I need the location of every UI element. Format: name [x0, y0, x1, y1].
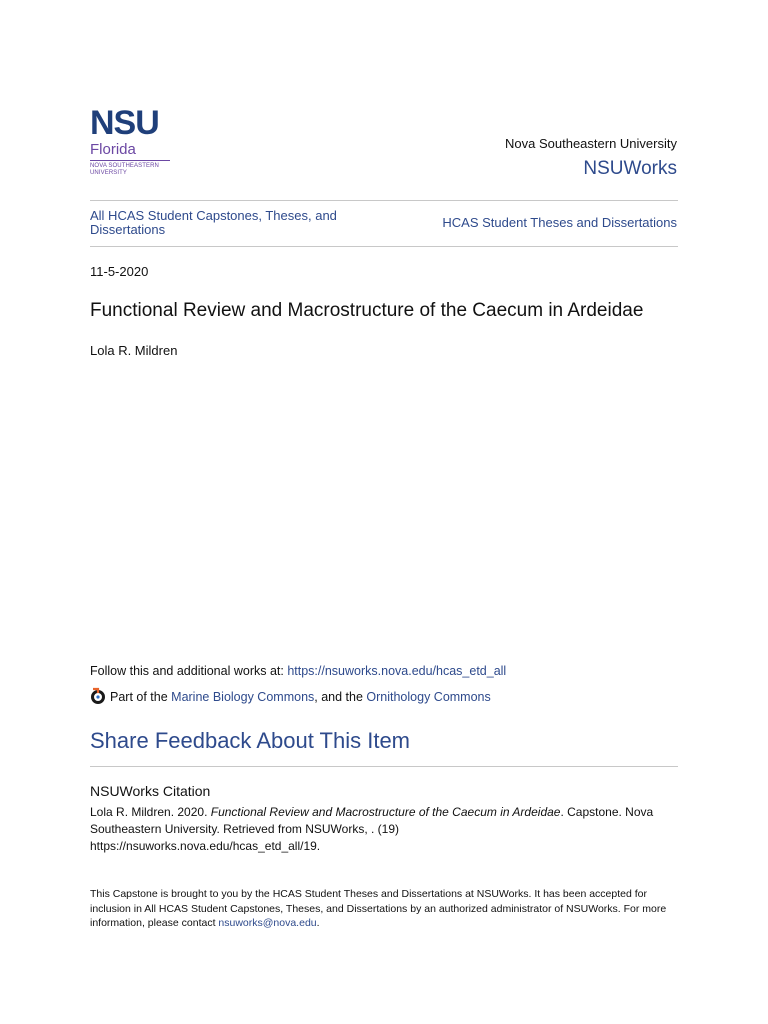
collection-link-hcas-theses[interactable]: HCAS Student Theses and Dissertations: [442, 215, 677, 230]
part-of-prefix: Part of the: [110, 690, 172, 704]
document-title: Functional Review and Macrostructure of the Caecum in Ardeidae: [90, 300, 644, 321]
logo-subtitle-line2: UNIVERSITY: [90, 169, 128, 176]
logo-subtitle-line1: NOVA SOUTHEASTERN: [90, 163, 159, 169]
collection-link-all-hcas[interactable]: All HCAS Student Capstones, Theses, and Dissertations: [90, 208, 337, 237]
part-of-middle: , and the: [314, 690, 367, 704]
footer-end: .: [316, 917, 320, 929]
follow-url-link[interactable]: https://nsuworks.nova.edu/hcas_etd_all: [287, 664, 507, 678]
document-author: Lola R. Mildren: [90, 343, 178, 358]
divider-top: [90, 200, 678, 201]
nsuworks-link[interactable]: NSUWorks: [583, 158, 677, 179]
part-of-line: [90, 687, 491, 707]
citation-body: [90, 804, 680, 855]
university-name: Nova Southeastern University: [505, 136, 677, 151]
citation-heading: NSUWorks Citation: [90, 783, 211, 799]
publication-date: 11-5-2020: [90, 264, 149, 279]
divider-feedback: [90, 766, 678, 767]
citation-title: Functional Review and Macrostructure of the Caecum in Ardeidae: [210, 805, 561, 819]
nsu-florida-logo: [90, 104, 172, 176]
citation-prefix: Lola R. Mildren. 2020.: [90, 805, 211, 819]
logo-divider: [90, 160, 170, 161]
footer-notice: [90, 887, 680, 931]
logo-florida-text: Florida: [90, 141, 136, 158]
divider-collections: [90, 246, 678, 247]
footer-text: This Capstone is brought to you by the HCAS Student Theses and Dissertations at NSUWorks. It has been accepted for inclusion in All HCAS Student Capstones, Theses, and Dissertations by an authorized administrator of NSUWorks. For more information, please contact: [90, 888, 667, 929]
open-access-icon: [90, 687, 110, 707]
marine-biology-commons-link[interactable]: Marine Biology Commons: [171, 690, 315, 704]
logo-nsu-text: NSU: [90, 104, 159, 142]
share-feedback-link[interactable]: Share Feedback About This Item: [90, 728, 410, 753]
ornithology-commons-link[interactable]: Ornithology Commons: [366, 690, 491, 704]
citation-url: https://nsuworks.nova.edu/hcas_etd_all/19.: [90, 839, 321, 853]
contact-email-link[interactable]: nsuworks@nova.edu: [218, 917, 317, 929]
follow-line: [90, 664, 506, 678]
citation-suffix: . Capstone. Nova Southeastern University. Retrieved from NSUWorks, . (19): [90, 805, 654, 836]
follow-prefix: Follow this and additional works at:: [90, 664, 288, 678]
